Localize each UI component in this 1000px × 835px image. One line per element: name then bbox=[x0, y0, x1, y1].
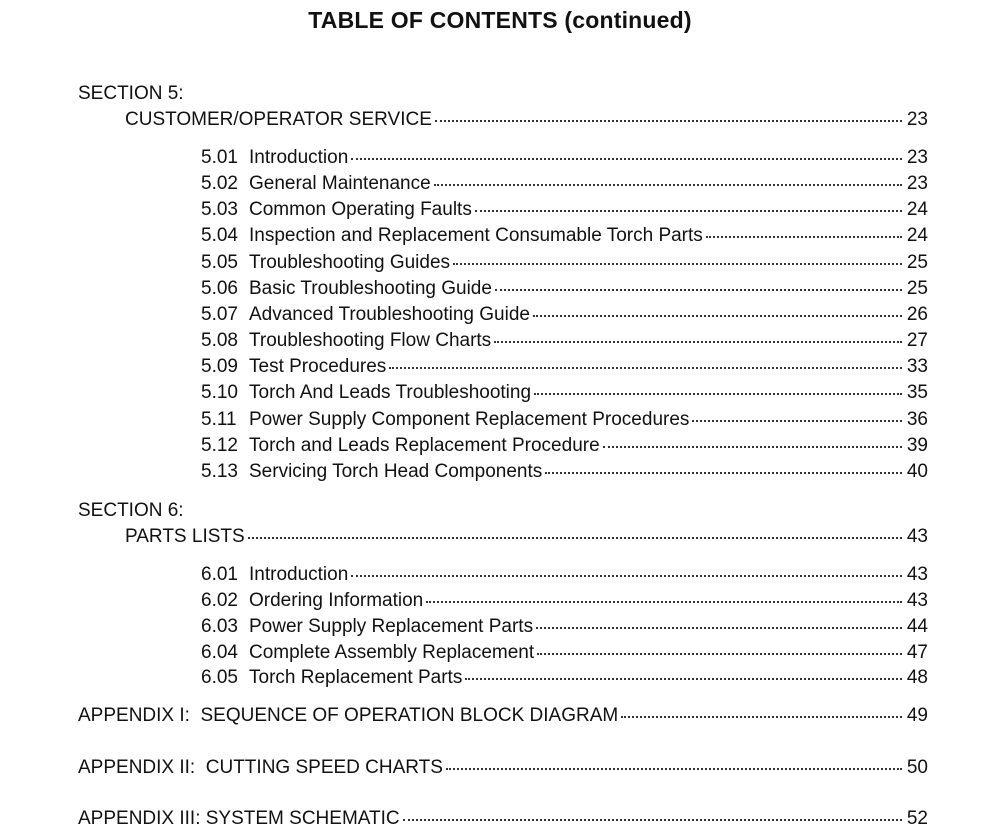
toc-entry-number: 5.04 bbox=[201, 225, 238, 246]
toc-entry-number: 6.01 bbox=[201, 564, 238, 585]
toc-page-number: 50 bbox=[906, 757, 928, 778]
dot-leader bbox=[351, 144, 902, 163]
toc-entry-label: General Maintenance bbox=[249, 173, 431, 194]
dot-leader bbox=[426, 587, 902, 606]
toc-entry-number: 5.09 bbox=[201, 356, 238, 377]
toc-entry-number: 6.04 bbox=[201, 642, 238, 663]
toc-entry-label: Common Operating Faults bbox=[249, 199, 472, 220]
dot-leader bbox=[453, 249, 902, 268]
dot-leader bbox=[446, 754, 902, 773]
section-5-heading[interactable] bbox=[125, 106, 928, 130]
toc-entry-label: Advanced Troubleshooting Guide bbox=[249, 304, 530, 325]
dot-leader bbox=[465, 664, 902, 683]
toc-entry-number: 5.05 bbox=[201, 252, 238, 273]
toc-entry-label: Complete Assembly Replacement bbox=[249, 642, 535, 663]
dot-leader bbox=[403, 805, 902, 824]
dot-leader bbox=[706, 222, 902, 241]
toc-entry-label: Introduction bbox=[249, 147, 349, 168]
dot-leader bbox=[603, 432, 902, 451]
toc-entry-label: Troubleshooting Guides bbox=[249, 252, 451, 273]
toc-entry-6-01[interactable] bbox=[201, 561, 928, 585]
toc-entry-5-02[interactable] bbox=[201, 170, 928, 194]
toc-page-number: 49 bbox=[906, 705, 928, 726]
toc-page-number: 43 bbox=[906, 526, 928, 547]
toc-page-number: 33 bbox=[906, 356, 928, 377]
toc-entry-label: Servicing Torch Head Components bbox=[249, 461, 543, 482]
toc-entry-label: Torch Replacement Parts bbox=[249, 667, 463, 688]
toc-entry-5-08[interactable] bbox=[201, 327, 928, 351]
toc-entry-number: 5.13 bbox=[201, 461, 238, 482]
toc-entry-6-05[interactable] bbox=[201, 664, 928, 688]
toc-entry-5-01[interactable] bbox=[201, 144, 928, 168]
toc-entry-label: Test Procedures bbox=[249, 356, 387, 377]
toc-page-number: 43 bbox=[906, 564, 928, 585]
toc-page-number: 39 bbox=[906, 435, 928, 456]
toc-appendix-1[interactable] bbox=[78, 702, 928, 726]
toc-page-number: 24 bbox=[906, 199, 928, 220]
dot-leader bbox=[495, 275, 902, 294]
toc-entry-5-13[interactable] bbox=[201, 458, 928, 482]
toc-page-number: 40 bbox=[906, 461, 928, 482]
toc-page-number: 25 bbox=[906, 252, 928, 273]
toc-entry-5-07[interactable] bbox=[201, 301, 928, 325]
dot-leader bbox=[534, 379, 902, 398]
toc-entry-label: Power Supply Replacement Parts bbox=[249, 616, 534, 637]
toc-entry-label: Power Supply Component Replacement Procedures bbox=[249, 409, 690, 430]
toc-entry-label: Ordering Information bbox=[249, 590, 424, 611]
toc-entry-6-04[interactable] bbox=[201, 639, 928, 663]
dot-leader bbox=[435, 106, 902, 125]
toc-entry-5-12[interactable] bbox=[201, 432, 928, 456]
toc-entry-number: 5.06 bbox=[201, 278, 238, 299]
toc-page-number: 44 bbox=[906, 616, 928, 637]
toc-appendix-2[interactable] bbox=[78, 754, 928, 778]
toc-entry-label: Basic Troubleshooting Guide bbox=[249, 278, 492, 299]
toc-entry-number: 6.02 bbox=[201, 590, 238, 611]
toc-entry-5-06[interactable] bbox=[201, 275, 928, 299]
dot-leader bbox=[621, 702, 902, 721]
toc-page-number: 27 bbox=[906, 330, 928, 351]
dot-leader bbox=[475, 196, 902, 215]
dot-leader bbox=[533, 301, 902, 320]
section-6-label: SECTION 6: bbox=[78, 500, 184, 521]
toc-page-number: 48 bbox=[906, 667, 928, 688]
toc-entry-number: 5.03 bbox=[201, 199, 238, 220]
dot-leader bbox=[536, 613, 902, 632]
toc-entry-number: 5.12 bbox=[201, 435, 238, 456]
dot-leader bbox=[389, 353, 902, 372]
toc-page-number: 23 bbox=[906, 109, 928, 130]
toc-page-number: 35 bbox=[906, 382, 928, 403]
toc-page-number: 43 bbox=[906, 590, 928, 611]
dot-leader bbox=[351, 561, 902, 580]
toc-entry-number: 6.05 bbox=[201, 667, 238, 688]
toc-entry-5-03[interactable] bbox=[201, 196, 928, 220]
toc-entry-label: CUSTOMER/OPERATOR SERVICE bbox=[125, 109, 432, 130]
toc-page-number: 36 bbox=[906, 409, 928, 430]
toc-entry-number: 5.07 bbox=[201, 304, 238, 325]
toc-entry-number: 5.08 bbox=[201, 330, 238, 351]
toc-entry-label: APPENDIX I: SEQUENCE OF OPERATION BLOCK DIAGRAM bbox=[78, 705, 619, 726]
dot-leader bbox=[545, 458, 902, 477]
toc-entry-5-10[interactable] bbox=[201, 379, 928, 403]
toc-entry-number: 5.11 bbox=[201, 409, 237, 430]
toc-entry-number: 5.01 bbox=[201, 147, 238, 168]
toc-entry-label: Troubleshooting Flow Charts bbox=[249, 330, 492, 351]
toc-appendix-3[interactable] bbox=[78, 805, 928, 829]
dot-leader bbox=[494, 327, 902, 346]
dot-leader bbox=[434, 170, 902, 189]
toc-page-number: 47 bbox=[906, 642, 928, 663]
toc-page-number: 24 bbox=[906, 225, 928, 246]
toc-page-number: 25 bbox=[906, 278, 928, 299]
dot-leader bbox=[692, 406, 902, 425]
toc-entry-5-05[interactable] bbox=[201, 249, 928, 273]
toc-entry-6-03[interactable] bbox=[201, 613, 928, 637]
toc-page-number: 26 bbox=[906, 304, 928, 325]
toc-entry-6-02[interactable] bbox=[201, 587, 928, 611]
toc-page-number: 52 bbox=[906, 808, 928, 829]
section-6-heading[interactable] bbox=[125, 523, 928, 547]
toc-entry-label: APPENDIX III: SYSTEM SCHEMATIC bbox=[78, 808, 400, 829]
toc-entry-number: 5.02 bbox=[201, 173, 238, 194]
toc-entry-number: 5.10 bbox=[201, 382, 238, 403]
page-title: TABLE OF CONTENTS (continued) bbox=[308, 7, 692, 33]
toc-entry-5-04[interactable] bbox=[201, 222, 928, 246]
toc-entry-number: 6.03 bbox=[201, 616, 238, 637]
section-5-label: SECTION 5: bbox=[78, 83, 184, 104]
toc-entry-label: Torch and Leads Replacement Procedure bbox=[249, 435, 600, 456]
toc-entry-label: APPENDIX II: CUTTING SPEED CHARTS bbox=[78, 757, 443, 778]
toc-entry-label: PARTS LISTS bbox=[125, 526, 245, 547]
toc-entry-label: Torch And Leads Troubleshooting bbox=[249, 382, 532, 403]
toc-page-number: 23 bbox=[906, 147, 928, 168]
toc-entry-label: Inspection and Replacement Consumable Torch Parts bbox=[249, 225, 703, 246]
dot-leader bbox=[537, 639, 902, 658]
toc-entry-5-09[interactable] bbox=[201, 353, 928, 377]
toc-entry-5-11[interactable] bbox=[201, 406, 928, 430]
toc-entry-label: Introduction bbox=[249, 564, 349, 585]
dot-leader bbox=[248, 523, 902, 542]
toc-page-number: 23 bbox=[906, 173, 928, 194]
